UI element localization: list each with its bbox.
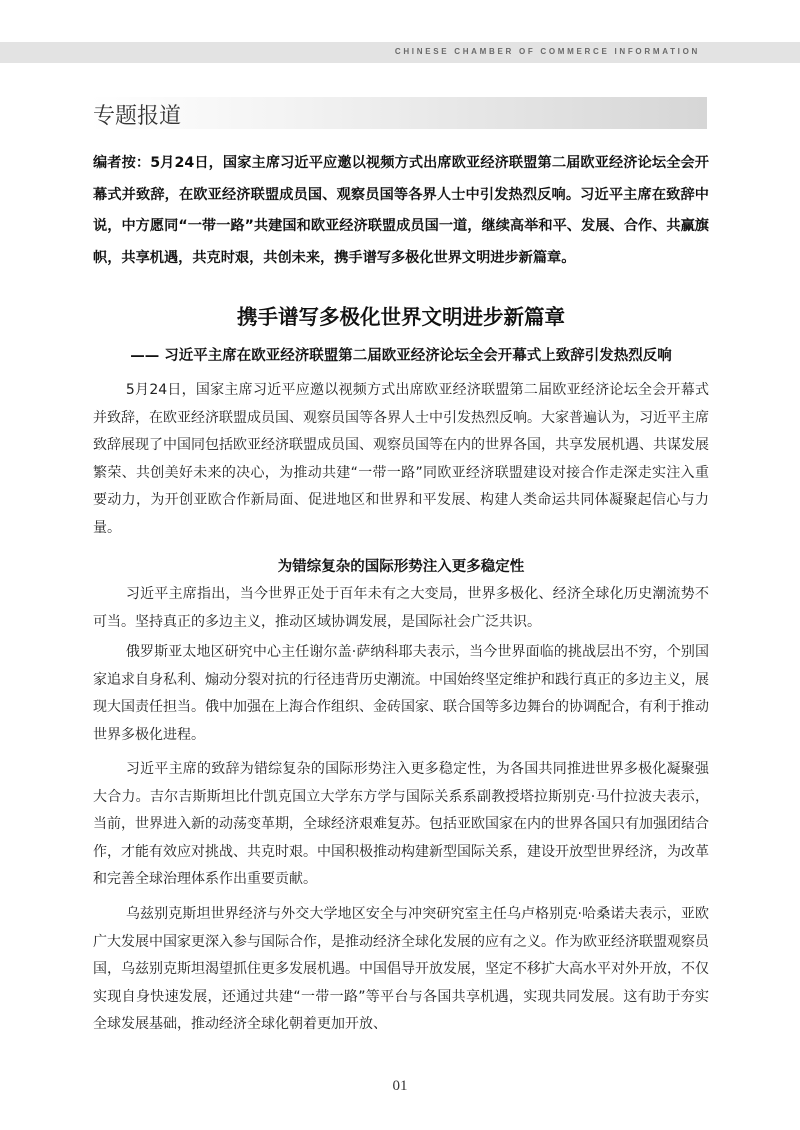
paragraph: 习近平主席指出，当今世界正处于百年未有之大变局，世界多极化、经济全球化历史潮流势不可当。坚持真正的多边主义，推动区域协调发展，是国际社会广泛共识。 bbox=[93, 586, 709, 630]
section-header bbox=[90, 97, 707, 129]
editor-note: 编者按：5月24日，国家主席习近平应邀以视频方式出席欧亚经济联盟第二届欧亚经济论坛全会开幕式并致辞，在欧亚经济联盟成员国、观察员国等各界人士中引发热烈反响。习近平主席在致辞中说，中方愿同“一带一路”共建国和欧亚经济联盟成员国一道，继续高举和平、发展、合作、共赢旗帜，共享机遇，共克时艰，共创未来，携手谱写多极化世界文明进步新篇章。 bbox=[93, 155, 709, 266]
page-number: 01 bbox=[392, 1078, 408, 1094]
paragraph: 习近平主席的致辞为错综复杂的国际形势注入更多稳定性，为各国共同推进世界多极化凝聚强大合力。吉尔吉斯斯坦比什凯克国立大学东方学与国际关系系副教授塔拉斯别克·马什拉波夫表示，当前，世界进入新的动荡变革期，全球经济艰难复苏。包括亚欧国家在内的世界各国只有加强团结合作，才能有效应对挑战、共克时艰。中国积极推动构建新型国际关系，建设开放型世界经济，为改革和完善全球治理体系作出重要贡献。 bbox=[93, 761, 709, 888]
article-subheading: 为错综复杂的国际形势注入更多稳定性 bbox=[277, 559, 525, 575]
paragraph: 5月24日，国家主席习近平应邀以视频方式出席欧亚经济联盟第二届欧亚经济论坛全会开幕式并致辞，在欧亚经济联盟成员国、观察员国等各界人士中引发热烈反响。大家普遍认为，习近平主席致辞展现了中国同包括欧亚经济联盟成员国、观察员国等在内的世界各国，共享发展机遇、共谋发展繁荣、共创美好未来的决心，为推动共建“一带一路”同欧亚经济联盟建设对接合作走深走实注入重要动力，为开创亚欧合作新局面、促进地区和世界和平发展、构建人类命运共同体凝聚起信心与力量。 bbox=[93, 382, 709, 536]
article-subtitle: —— 习近平主席在欧亚经济联盟第二届欧亚经济论坛全会开幕式上致辞引发热烈反响 bbox=[130, 348, 672, 364]
header-banner bbox=[0, 42, 800, 63]
section-title: 专题报道 bbox=[93, 104, 182, 129]
paragraph: 俄罗斯亚太地区研究中心主任谢尔盖·萨纳科耶夫表示，当今世界面临的挑战层出不穷，个别国家追求自身私利、煽动分裂对抗的行径违背历史潮流。中国始终坚定维护和践行真正的多边主义，展现大国责任担当。俄中加强在上海合作组织、金砖国家、联合国等多边舞台的协调配合，有利于推动世界多极化进程。 bbox=[93, 644, 709, 743]
header-banner-text: CHINESE CHAMBER OF COMMERCE INFORMATION bbox=[394, 47, 700, 56]
paragraph: 乌兹别克斯坦世界经济与外交大学地区安全与冲突研究室主任乌卢格别克·哈桑诺夫表示，亚欧广大发展中国家更深入参与国际合作，是推动经济全球化发展的应有之义。作为欧亚经济联盟观察员国，乌兹别克斯坦渴望抓住更多发展机遇。中国倡导开放发展，坚定不移扩大高水平对外开放，不仅实现自身快速发展，还通过共建“一带一路”等平台与各国共享机遇，实现共同发展。这有助于夯实全球发展基础，推动经济全球化朝着更加开放、 bbox=[93, 906, 709, 1033]
article-title: 携手谱写多极化世界文明进步新篇章 bbox=[237, 305, 565, 329]
